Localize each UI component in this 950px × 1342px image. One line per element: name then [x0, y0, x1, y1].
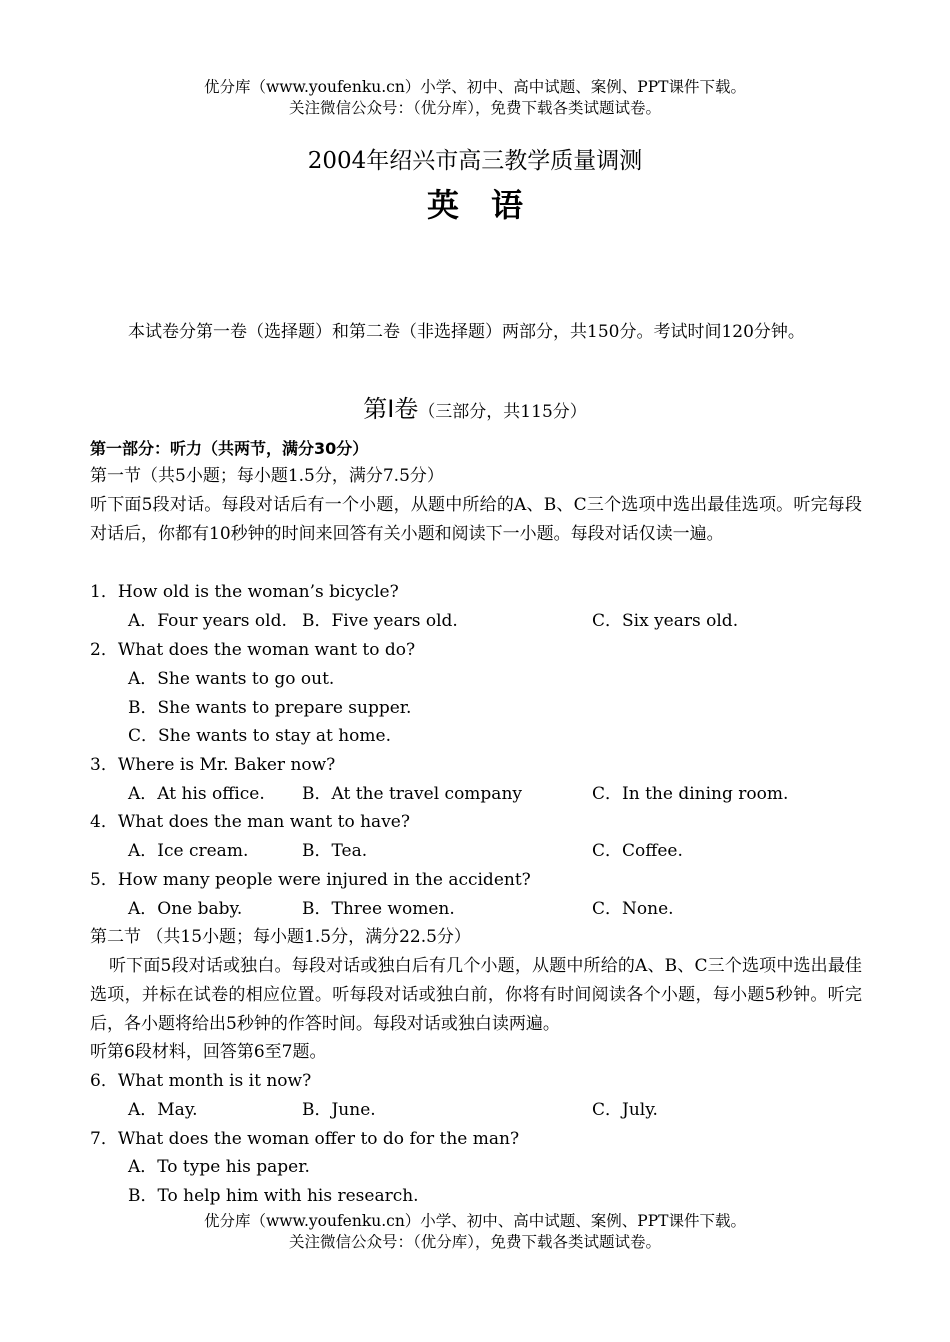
- volume-title: 第Ⅰ卷: [363, 395, 419, 423]
- section2-instructions: 听下面5段对话或独白。每段对话或独白后有几个小题，从题中所给的A、B、C三个选项中选出最佳选项，并标在试卷的相应位置。听每段对话或独白前，你将有时间阅读各个小题，每小题5秒钟。听完后，各小题将给出5秒钟的作答时间。每段对话或独白读两遍。: [90, 956, 862, 1034]
- header-line-1: 优分库（www.youfenku.cn）小学、初中、高中试题、案例、PPT课件下载。: [203, 78, 747, 96]
- exam-title: 2004年绍兴市高三教学质量调测: [307, 148, 643, 174]
- footer-line-1: 优分库（www.youfenku.cn）小学、初中、高中试题、案例、PPT课件下载。: [203, 1212, 747, 1230]
- question-5-option-a: A．One baby.: [128, 899, 243, 919]
- question-3-stem: 3．Where is Mr. Baker now?: [90, 755, 336, 775]
- section1-instructions: 听下面5段对话。每段对话后有一个小题，从题中所给的A、B、C三个选项中选出最佳选项。听完每段对话后，你都有10秒钟的时间来回答有关小题和阅读下一小题。每段对话仅读一遍。: [90, 495, 862, 544]
- question-2-option-a: A．She wants to go out.: [128, 669, 335, 689]
- question-7-stem: 7．What does the woman offer to do for the man?: [90, 1129, 520, 1149]
- question-6-option-b: B．June.: [302, 1100, 376, 1120]
- question-1-option-a: A．Four years old.: [128, 611, 287, 631]
- header-line-2: 关注微信公众号：（优分库），免费下载各类试题试卷。: [288, 99, 661, 117]
- question-1-option-b: B．Five years old.: [302, 611, 458, 631]
- section2-title: 第二节 （共15小题；每小题1.5分，满分22.5分）: [90, 927, 471, 947]
- question-5-option-b: B．Three women.: [302, 899, 455, 919]
- question-2-option-c: C．She wants to stay at home.: [128, 726, 391, 746]
- question-2-stem: 2．What does the woman want to do?: [90, 640, 416, 660]
- volume-heading: [0, 393, 950, 428]
- section2-note: 听第6段材料，回答第6至7题。: [90, 1042, 327, 1062]
- footer-line-2: 关注微信公众号：（优分库），免费下载各类试题试卷。: [288, 1233, 661, 1251]
- subject-title: 英 语: [426, 186, 523, 224]
- section1-title: 第一节（共5小题；每小题1.5分，满分7.5分）: [90, 466, 444, 486]
- exam-intro: 本试卷分第一卷（选择题）和第二卷（非选择题）两部分，共150分。考试时间120分钟。: [128, 322, 805, 342]
- question-2-option-b: B．She wants to prepare supper.: [128, 698, 412, 718]
- question-3-option-b: B．At the travel company: [302, 784, 522, 804]
- question-4-option-c: C．Coffee.: [592, 841, 683, 861]
- question-6-option-c: C．July.: [592, 1100, 658, 1120]
- question-4-option-a: A．Ice cream.: [128, 841, 249, 861]
- question-7-option-a: A．To type his paper.: [128, 1157, 310, 1177]
- question-5-stem: 5．How many people were injured in the accident?: [90, 870, 531, 890]
- question-3-option-a: A．At his office.: [128, 784, 265, 804]
- question-5-option-c: C．None.: [592, 899, 674, 919]
- question-4-stem: 4．What does the man want to have?: [90, 812, 410, 832]
- question-6-stem: 6．What month is it now?: [90, 1071, 312, 1091]
- question-3-option-c: C．In the dining room.: [592, 784, 789, 804]
- question-1-stem: 1．How old is the woman’s bicycle?: [90, 582, 399, 602]
- volume-note: （三部分，共115分）: [418, 402, 587, 422]
- question-6-option-a: A．May.: [128, 1100, 198, 1120]
- question-1-option-c: C．Six years old.: [592, 611, 739, 631]
- part1-title: 第一部分：听力（共两节，满分30分）: [90, 439, 369, 458]
- question-4-option-b: B．Tea.: [302, 841, 368, 861]
- question-7-option-b: B．To help him with his research.: [128, 1186, 419, 1206]
